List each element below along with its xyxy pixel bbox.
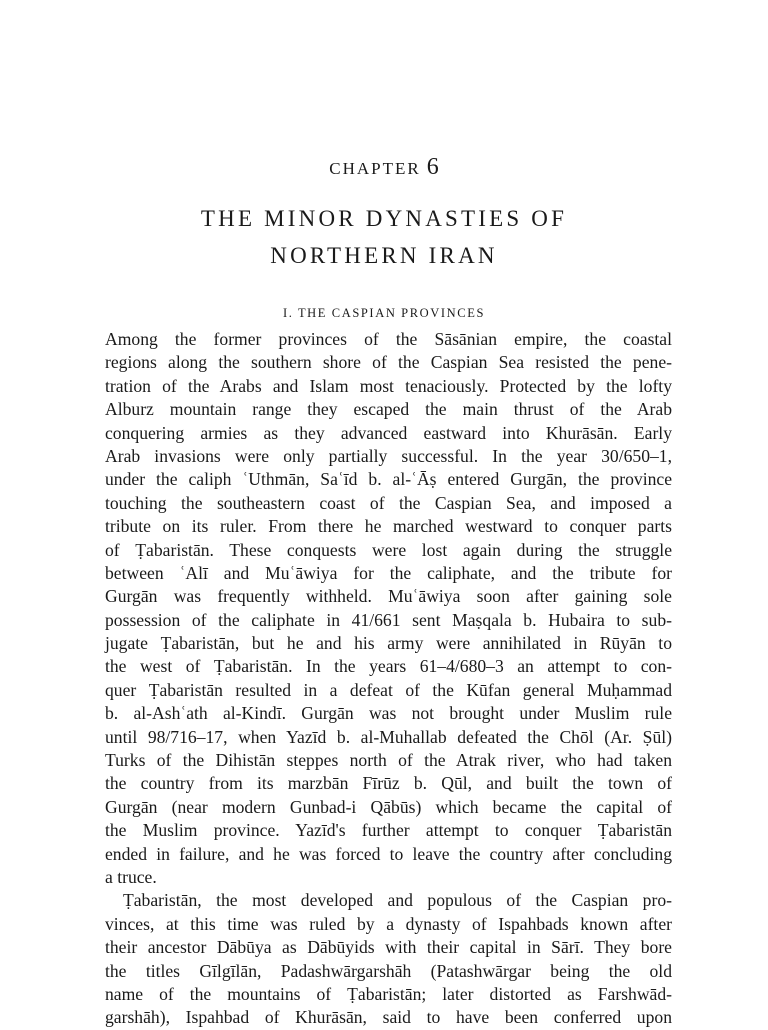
- body-line: conquering armies as they advanced eastward into Khurāsān. Early: [105, 422, 672, 443]
- body-line: Arab invasions were only partially successful. In the year 30/650–1,: [105, 445, 672, 466]
- body-line: the country from its marzbān Fīrūz b. Qūl, and built the town of: [105, 773, 672, 794]
- chapter-label: [0, 154, 768, 181]
- body-line: of Ṭabaristān. These conquests were lost again during the struggle: [105, 539, 672, 560]
- chapter-word: CHAPTER: [329, 159, 421, 178]
- body-line: regions along the southern shore of the Caspian Sea resisted the pene-: [105, 352, 672, 373]
- body-line: Alburz mountain range they escaped the main thrust of the Arab: [105, 399, 672, 420]
- body-line: under the caliph ʿUthmān, Saʿīd b. al-ʿĀṣ entered Gurgān, the province: [105, 469, 672, 490]
- body-line: until 98/716–17, when Yazīd b. al-Muhallab defeated the Chōl (Ar. Ṣūl): [105, 726, 672, 747]
- body-line: touching the southeastern coast of the Caspian Sea, and imposed a: [105, 492, 672, 513]
- body-line: the west of Ṭabaristān. In the years 61–4/680–3 an attempt to con-: [105, 656, 672, 677]
- section-heading: I. THE CASPIAN PROVINCES: [282, 306, 486, 320]
- body-line: tribute on its ruler. From there he marched westward to conquer parts: [105, 516, 672, 537]
- body-line: quer Ṭabaristān resulted in a defeat of the Kūfan general Muḥammad: [105, 679, 672, 700]
- body-line: vinces, at this time was ruled by a dynasty of Ispahbads known after: [105, 913, 672, 934]
- body-line: Ṭabaristān, the most developed and populous of the Caspian pro-: [123, 890, 672, 911]
- body-line: between ʿAlī and Muʿāwiya for the caliphate, and the tribute for: [105, 562, 672, 583]
- body-line: their ancestor Dābūya as Dābūyids with their capital in Sārī. They bore: [105, 937, 672, 958]
- body-line: name of the mountains of Ṭabaristān; later distorted as Farshwād-: [105, 983, 672, 1004]
- body-line: ended in failure, and he was forced to leave the country after concluding: [105, 843, 672, 864]
- body-line: possession of the caliphate in 41/661 sent Maṣqala b. Hubaira to sub-: [105, 609, 672, 630]
- body-line: b. al-Ashʿath al-Kindī. Gurgān was not brought under Muslim rule: [105, 703, 672, 724]
- body-line: tration of the Arabs and Islam most tenaciously. Protected by the lofty: [105, 375, 672, 396]
- chapter-title-line-1: THE MINOR DYNASTIES OF: [200, 206, 568, 231]
- body-text: [105, 328, 672, 1030]
- body-line: the titles Gīlgīlān, Padashwārgarshāh (Patashwārgar being the old: [105, 960, 672, 981]
- body-line: Gurgān (near modern Gunbad-i Qābūs) which became the capital of: [105, 796, 672, 817]
- body-line: the Muslim province. Yazīd's further attempt to conquer Ṭabaristān: [105, 820, 672, 841]
- body-line: jugate Ṭabaristān, but he and his army were annihilated in Rūyān to: [105, 633, 672, 654]
- body-line: Gurgān was frequently withheld. Muʿāwiya soon after gaining sole: [105, 586, 672, 607]
- body-line: garshāh), Ispahbad of Khurāsān, said to have been conferred upon: [105, 1007, 672, 1028]
- body-line: Among the former provinces of the Sāsānian empire, the coastal: [105, 329, 672, 349]
- chapter-title-line-2: NORTHERN IRAN: [270, 243, 498, 268]
- body-line: a truce.: [105, 866, 157, 887]
- chapter-number: 6: [426, 154, 439, 180]
- body-line: Turks of the Dihistān steppes north of the Atrak river, who had taken: [105, 750, 672, 771]
- chapter-title: [0, 200, 768, 274]
